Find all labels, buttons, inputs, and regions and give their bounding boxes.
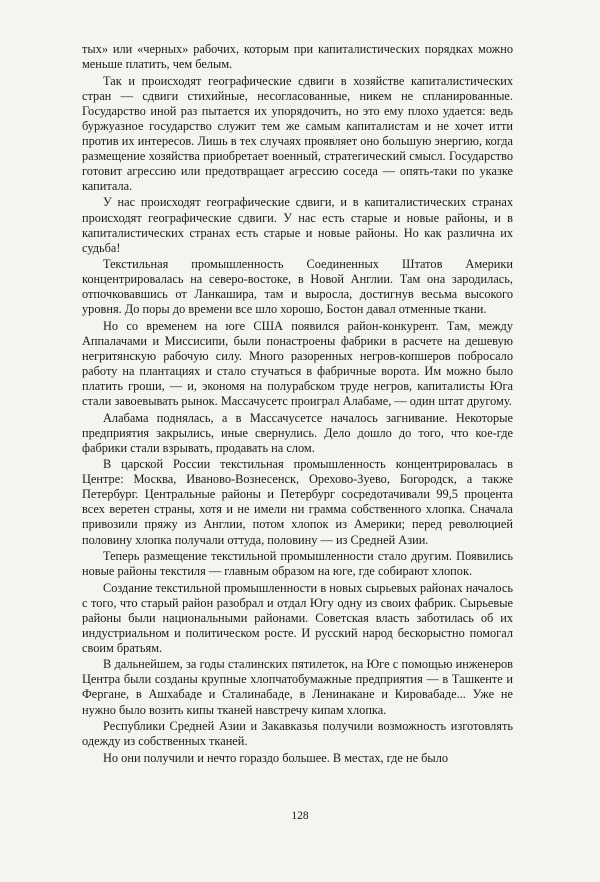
paragraph: У нас происходят географические сдвиги, и в капиталистических странах происходят географические сдвиги. У нас есть старые и новые районы, и в капиталистических странах есть старые и новые районы. Но как различна их судьба! bbox=[82, 195, 513, 255]
paragraph: Так и происходят географические сдвиги в хозяйстве капиталистических стран — сдвиги стихийные, несогласованные, никем не спланированные. Государство иной раз пытается их упорядочить, но это ему плохо удается: ведь буржуазное государство служит тем же самым капиталистам и не хочет итти против их интересов. Лишь в тех случаях проявляет оно большую энергию, когда размещение хозяйства приобретает военный, стратегический смысл. Государство готовит агрессию или предотвращает агрессию соседа — опять-таки по указке капитала. bbox=[82, 73, 513, 193]
paragraph: Текстильная промышленность Соединенных Штатов Америки концентрировалась на северо-востоке, в Новой Англии. Там она зародилась, отпочковавшись от Ланкашира, там и выросла, достигнув весьма высокого уровня. До поры до времени все шло хорошо, Бостон давал отменные ткани. bbox=[82, 257, 513, 317]
paragraph: Теперь размещение текстильной промышленности стало другим. Появились новые районы текстиля — главным образом на юге, где собирают хлопок. bbox=[82, 549, 513, 579]
body-text bbox=[82, 42, 513, 767]
paragraph: тых» или «черных» рабочих, которым при капиталистических порядках можно меньше платить, чем белым. bbox=[82, 42, 513, 72]
paragraph: В дальнейшем, за годы сталинских пятилеток, на Юге с помощью инженеров Центра были созданы крупные хлопчатобумажные предприятия — в Ташкенте и Фергане, в Ашхабаде и Сталинабаде, в Ленинакане и Кировабаде... Уже не нужно было возить кипы тканей навстречу кипам хлопка. bbox=[82, 657, 513, 717]
paragraph: Но со временем на юге США появился район-конкурент. Там, между Аппалачами и Миссисипи, были понастроены фабрики в расчете на дешевую негритянскую рабочую силу. Много разоренных негров-копшеров побросало работу на плантациях и стало стучаться в фабричные ворота. Им можно было платить гроши, — и, экономя на полурабском труде негров, капиталисты Юга стали завоевывать рынок. Массачусетс проиграл Алабаме, — один штат другому. bbox=[82, 318, 513, 409]
paragraph: Создание текстильной промышленности в новых сырьевых районах началось с того, что старый район разобрал и отдал Югу одну из своих фабрик. Сырьевые районы были национальными районами. Советская власть заботилась об их индустриальном и политическом росте. И русский народ бескорыстно помогал своим братьям. bbox=[82, 580, 513, 655]
paragraph: Алабама поднялась, а в Массачусетсе началось загнивание. Некоторые предприятия закрылись, иные свернулись. Дело дошло до того, что кое-где фабрики стали взрывать, продавать на слом. bbox=[82, 410, 513, 455]
paragraph: В царской России текстильная промышленность концентрировалась в Центре: Москва, Иваново-Вознесенск, Орехово-Зуево, Богородск, а также Петербург. Центральные районы и Петербург сосредотачивали 99,5 процента всех веретен страны, хотя и не имели ни грамма собственного хлопка. Сначала привозили пряжу из Англии, потом хлопок из Америки; перед революцией половину хлопка получали оттуда, половину — из Средней Азии. bbox=[82, 457, 513, 547]
page-number: 128 bbox=[291, 810, 309, 822]
paragraph: Но они получили и нечто гораздо большее. В местах, где не было bbox=[103, 750, 449, 765]
paragraph: Республики Средней Азии и Закавказья получили возможность изготовлять одежду из собственных тканей. bbox=[82, 719, 513, 749]
